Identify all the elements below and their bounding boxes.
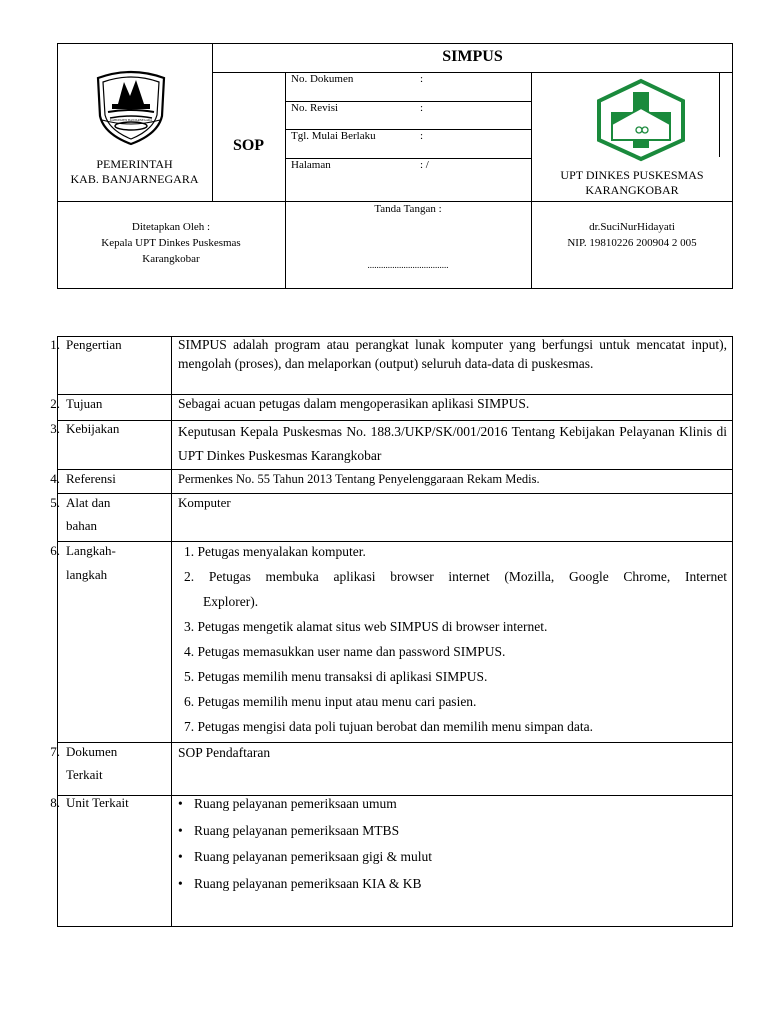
app-title: SIMPUS	[442, 48, 503, 65]
crest-caption: KABUPATEN BANJARNEGARA	[109, 118, 153, 122]
doc-field-page: Halaman : /	[291, 159, 429, 171]
section-text-kebijakan: Keputusan Kepala Puskesmas No. 188.3/UKP/SK/001/2016 Tentang Kebijakan Pelayanan Klinis di UPT Dinkes Puskesmas Karangkobar	[178, 424, 727, 463]
procedure-step: 7. Petugas mengisi data poli tujuan berobat dan memilih menu simpan data.	[184, 719, 594, 734]
established-by: Ditetapkan Oleh : Kepala UPT Dinkes Puskesmas Karangkobar	[101, 221, 241, 265]
section-text-referensi: Permenkes No. 55 Tahun 2013 Tentang Penyelenggaraan Rekam Medis.	[178, 472, 540, 486]
section-text-alat: Komputer	[178, 495, 231, 510]
section-label-kebijakan: 3. Kebijakan	[50, 421, 120, 436]
section-label-tujuan: 2. Tujuan	[50, 396, 103, 411]
section-label-langkah: 6. Langkah- langkah	[50, 543, 116, 582]
section-label-pengertian: 1. Pengertian	[50, 337, 122, 352]
procedure-step: 1. Petugas menyalakan komputer.	[184, 544, 366, 559]
government-name: PEMERINTAH KAB. BANJARNEGARA	[70, 157, 199, 186]
section-label-referensi: 4. Referensi	[50, 471, 116, 486]
list-item: • Ruang pelayanan pemeriksaan gigi & mulut	[174, 844, 727, 871]
facility-name: UPT DINKES PUSKESMAS KARANGKOBAR	[560, 168, 704, 197]
signature-line: ....................................	[367, 260, 449, 270]
procedure-step: 4. Petugas memasukkan user name dan password SIMPUS.	[184, 644, 506, 659]
section-label-unit: 8. Unit Terkait	[50, 795, 129, 810]
section-text-tujuan: Sebagai acuan petugas dalam mengoperasikan aplikasi SIMPUS.	[178, 396, 530, 411]
list-item: • Ruang pelayanan pemeriksaan KIA & KB	[174, 871, 727, 898]
procedure-step: 5. Petugas memilih menu transaksi di aplikasi SIMPUS.	[184, 669, 488, 684]
section-label-dokumen: 7. Dokumen Terkait	[50, 744, 118, 782]
section-label-alat: 5. Alat dan bahan	[50, 495, 111, 533]
procedure-step: 2. Petugas membuka aplikasi browser internet (Mozilla, Google Chrome, Internet	[184, 569, 727, 584]
government-crest-logo	[88, 68, 174, 146]
sop-label: SOP	[232, 137, 265, 154]
section-text-pengertian: SIMPUS adalah program atau perangkat lunak komputer yang berfungsi untuk mencatat input), mengolah (proses), dan melaporkan (output) seluruh data-data di puskesmas.	[178, 337, 727, 371]
doc-field-effective-date: Tgl. Mulai Berlaku :	[291, 130, 424, 142]
list-item: • Ruang pelayanan pemeriksaan umum	[174, 791, 727, 818]
official-name: dr.SuciNurHidayati NIP. 19810226 200904 2 005	[567, 221, 697, 249]
puskesmas-logo	[594, 78, 688, 162]
list-item: • Ruang pelayanan pemeriksaan MTBS	[174, 818, 727, 845]
signature-label: Tanda Tangan :	[374, 203, 442, 215]
section-text-dokumen: SOP Pendaftaran	[178, 745, 271, 760]
procedure-step: Explorer).	[203, 594, 259, 609]
doc-field-revision: No. Revisi :	[291, 102, 424, 114]
procedure-steps-list	[184, 539, 727, 739]
procedure-step: 3. Petugas mengetik alamat situs web SIMPUS di browser internet.	[184, 619, 548, 634]
procedure-step: 6. Petugas memilih menu input atau menu cari pasien.	[184, 694, 477, 709]
doc-field-number: No. Dokumen :	[291, 73, 424, 85]
related-units-list	[174, 791, 727, 897]
